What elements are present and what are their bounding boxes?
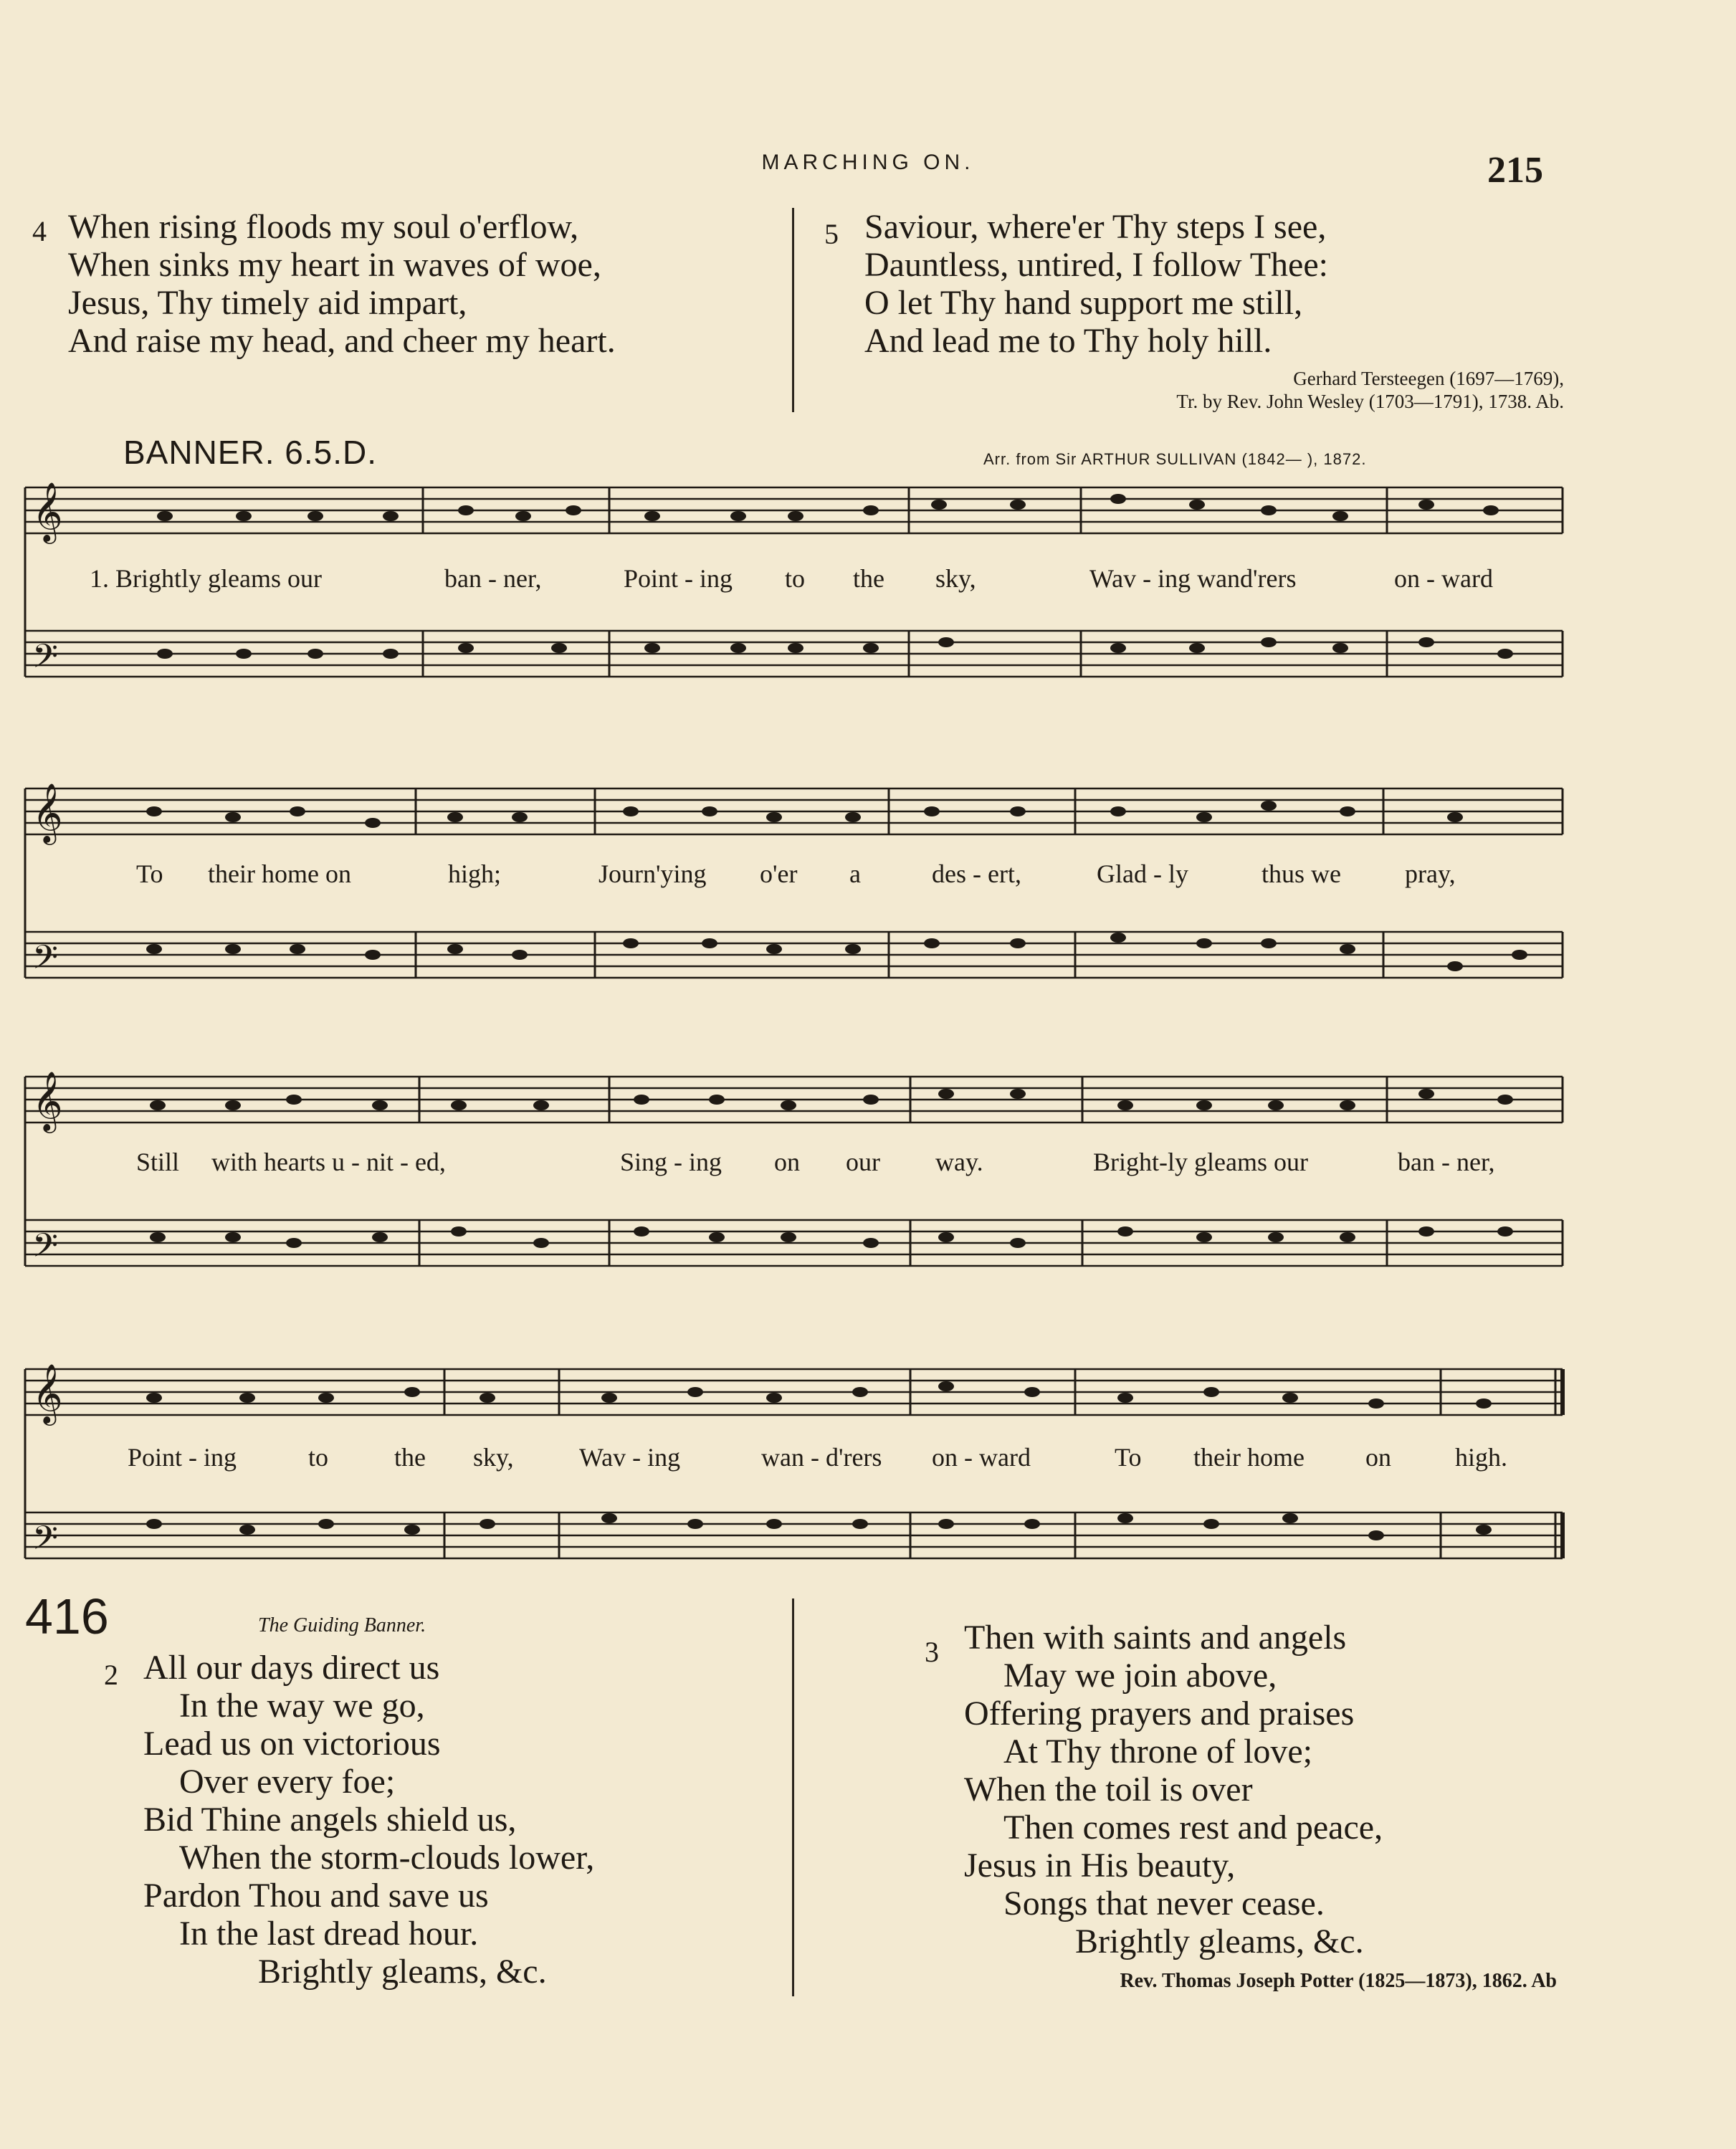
- lyric-syllable: Journ'ying: [598, 859, 707, 888]
- lyric-syllable: Point - ing: [128, 1443, 237, 1472]
- lyric-syllable: to: [785, 564, 806, 593]
- bass-staff: [25, 932, 1563, 978]
- lyric-syllable: Wav - ing wand'rers: [1089, 564, 1297, 593]
- lyric-syllable: Glad - ly: [1097, 859, 1188, 888]
- running-title: MARCHING ON.: [761, 151, 975, 174]
- note-heads: [157, 494, 1513, 659]
- lyric-syllable: a: [849, 859, 861, 888]
- column-divider: [792, 1598, 794, 1996]
- verse-line: Songs that never cease.: [1003, 1884, 1325, 1922]
- lyric-syllable: on - ward: [932, 1443, 1031, 1472]
- lyric-syllable: way.: [935, 1148, 983, 1176]
- bass-staff: [25, 1512, 1563, 1558]
- lyric-syllable: o'er: [760, 859, 798, 888]
- verse-line: Pardon Thou and save us: [143, 1877, 489, 1915]
- treble-clef-icon: 𝄞: [32, 1070, 63, 1130]
- translator-credit: Tr. by Rev. John Wesley (1703—1791), 1738. Ab.: [1176, 391, 1564, 412]
- treble-clef-icon: 𝄞: [32, 782, 63, 842]
- verse-number: 2: [104, 1659, 118, 1691]
- lyric-syllable: thus we: [1262, 859, 1341, 888]
- lyric-syllable: the: [394, 1443, 426, 1472]
- verse-line: Jesus, Thy timely aid impart,: [68, 284, 467, 322]
- verse-line: Jesus in His beauty,: [964, 1847, 1236, 1884]
- lyric-syllable: des - ert,: [932, 859, 1021, 888]
- verse-line: Then comes rest and peace,: [1003, 1809, 1383, 1847]
- music-system-2: [0, 774, 1736, 1011]
- treble-staff: [25, 487, 1563, 533]
- verse-line: Then with saints and angels: [964, 1619, 1347, 1657]
- lyric-syllable: high.: [1455, 1443, 1508, 1472]
- lyric-syllable: the: [853, 564, 884, 593]
- verse-line: When the toil is over: [964, 1771, 1253, 1809]
- lyric-syllable: sky,: [473, 1443, 514, 1472]
- verse-3: [925, 1619, 1383, 1960]
- verse-line: In the way we go,: [179, 1687, 425, 1725]
- verse-line: Saviour, where'er Thy steps I see,: [864, 208, 1327, 246]
- tune-name: BANNER. 6.5.D.: [123, 434, 377, 471]
- verse-4: [32, 208, 616, 360]
- arranger-credit: Arr. from Sir ARTHUR SULLIVAN (1842— ), 1872.: [983, 450, 1367, 468]
- treble-staff: [25, 788, 1563, 834]
- lyric-syllable: sky,: [935, 564, 976, 593]
- treble-staff: [25, 1077, 1563, 1123]
- lyric-syllable: on: [1365, 1443, 1391, 1472]
- lyric-syllable: Still: [136, 1148, 180, 1176]
- music-system-4: [0, 1355, 1736, 1591]
- verse-line: May we join above,: [1003, 1657, 1277, 1695]
- bass-clef-icon: 𝄢: [32, 1519, 59, 1566]
- verse-line: When the storm-clouds lower,: [179, 1839, 595, 1877]
- lyric-syllable: their home: [1193, 1443, 1305, 1472]
- verse-line: In the last dread hour.: [179, 1915, 479, 1953]
- treble-clef-icon: 𝄞: [32, 1363, 63, 1423]
- lyric-syllable: on - ward: [1394, 564, 1493, 593]
- verse-line: Bid Thine angels shield us,: [143, 1801, 517, 1839]
- bass-clef-icon: 𝄢: [32, 637, 59, 684]
- hymn-title: The Guiding Banner.: [258, 1614, 426, 1636]
- lyric-syllable: wan - d'rers: [761, 1443, 882, 1472]
- treble-staff: [25, 1369, 1563, 1415]
- verse-line: O let Thy hand support me still,: [864, 284, 1303, 322]
- verse-number: 3: [925, 1636, 939, 1668]
- verse-line: And lead me to Thy holy hill.: [864, 322, 1272, 360]
- lyric-syllable: Bright-ly gleams our: [1093, 1148, 1308, 1176]
- verse-5: [824, 208, 1328, 360]
- verse-line: Dauntless, untired, I follow Thee:: [864, 246, 1328, 284]
- author-credit: Gerhard Tersteegen (1697—1769),: [1293, 368, 1564, 389]
- bass-clef-icon: 𝄢: [32, 1226, 59, 1273]
- translation-credit: [1176, 367, 1564, 413]
- verse-line: When sinks my heart in waves of woe,: [68, 246, 601, 284]
- lyric-syllable: our: [846, 1148, 880, 1176]
- lyric-syllable: ban - ner,: [444, 564, 542, 593]
- bass-clef-icon: 𝄢: [32, 938, 59, 985]
- bass-staff: [25, 1220, 1563, 1266]
- verse-line: Brightly gleams, &c.: [258, 1953, 547, 1991]
- lyric-syllable: Sing - ing: [620, 1148, 722, 1176]
- verse-line: Offering prayers and praises: [964, 1695, 1355, 1733]
- verse-line: Over every foe;: [179, 1763, 396, 1801]
- lyric-syllable: To: [136, 859, 163, 888]
- lyric-syllable: 1. Brightly gleams our: [90, 564, 322, 593]
- author-credit: Rev. Thomas Joseph Potter (1825—1873), 1862. Ab: [1120, 1970, 1557, 1992]
- verse-line: At Thy throne of love;: [1003, 1733, 1313, 1771]
- verse-number: 5: [824, 218, 839, 250]
- music-system-3: [0, 1062, 1736, 1299]
- lyric-syllable: ban - ner,: [1398, 1148, 1495, 1176]
- verse-2: [104, 1649, 594, 1991]
- verse-line: And raise my head, and cheer my heart.: [68, 322, 616, 360]
- lyric-syllable: their home on: [208, 859, 351, 888]
- lyric-syllable: To: [1115, 1443, 1142, 1472]
- lyric-syllable: high;: [448, 859, 502, 888]
- page-number: 215: [1487, 150, 1543, 191]
- lyric-syllable: Point - ing: [624, 564, 733, 593]
- verse-line: When rising floods my soul o'erflow,: [68, 208, 579, 246]
- lyric-syllable: pray,: [1405, 859, 1456, 888]
- column-divider: [792, 208, 794, 412]
- bass-staff: [25, 631, 1563, 677]
- lyric-syllable: to: [308, 1443, 329, 1472]
- hymn-number: 416: [25, 1588, 109, 1644]
- verse-line: Brightly gleams, &c.: [1075, 1922, 1364, 1960]
- treble-clef-icon: 𝄞: [32, 481, 63, 541]
- verse-line: All our days direct us: [143, 1649, 440, 1687]
- verse-line: Lead us on victorious: [143, 1725, 441, 1763]
- lyric-syllable: Wav - ing: [579, 1443, 681, 1472]
- lyric-syllable: with hearts u - nit - ed,: [211, 1148, 446, 1176]
- lyric-syllable: on: [774, 1148, 800, 1176]
- verse-number: 4: [32, 215, 47, 247]
